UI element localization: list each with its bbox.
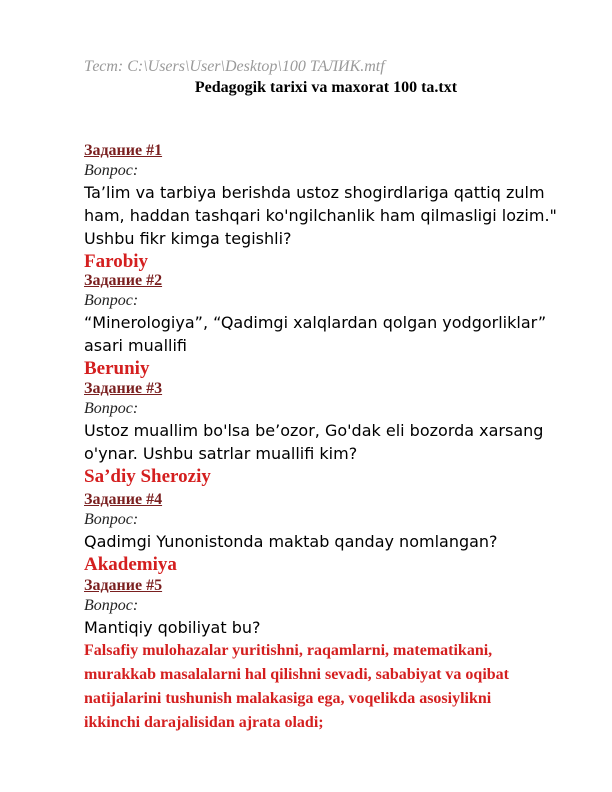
answer-line: murakkab masalalarni hal qilishni sevadi, sababiyat va oqibat [84, 666, 509, 683]
answer-line: Beruniy [84, 358, 150, 379]
task-block-5 [84, 576, 584, 735]
question-label: Вопрос: [84, 162, 139, 179]
question-line: Qadimgi Yunonistonda maktab qanday nomlangan? [84, 532, 498, 551]
task-label: Задание #1 [84, 142, 163, 159]
task-label: Задание #4 [84, 491, 163, 508]
question-label: Вопрос: [84, 597, 139, 614]
test-file-path: Тест: C:\Users\User\Desktop\100 ТАЛИК.mtf [84, 58, 385, 75]
question-label: Вопрос: [84, 400, 139, 417]
task-label: Задание #2 [84, 272, 163, 289]
task-label: Задание #3 [84, 380, 163, 397]
document-title: Pedagogik tarixi va maxorat 100 ta.txt [194, 79, 458, 96]
question-line: Ushbu fikr kimga tegishli? [84, 229, 292, 248]
answer-line: Akademiya [84, 554, 177, 575]
question-line: Ta’lim va tarbiya berishda ustoz shogirdlariga qattiq zulm [84, 183, 545, 202]
task-label: Задание #5 [84, 577, 163, 594]
answer-line: natijalarini tushunish malakasiga ega, voqelikda asosiylikni [84, 690, 492, 707]
question-line: o'ynar. Ushbu satrlar muallifi kim? [84, 444, 358, 463]
question-label: Вопрос: [84, 292, 139, 309]
question-line: Mantiqiy qobiliyat bu? [84, 618, 261, 637]
question-line: “Minerologiya”, “Qadimgi xalqlardan qolgan yodgorliklar” [84, 313, 547, 332]
question-label: Вопрос: [84, 511, 139, 528]
task-block-4 [84, 490, 584, 577]
question-line: ham, haddan tashqari ko'ngilchanlik ham qilmasligi lozim." [84, 206, 557, 225]
task-block-2 [84, 271, 584, 381]
answer-line: ikkinchi darajalisidan ajrata oladi; [84, 714, 324, 731]
answer-line: Sa’diy Sheroziy [84, 466, 211, 487]
answer-line: Farobiy [84, 251, 149, 272]
task-block-1 [84, 141, 584, 274]
task-block-3 [84, 379, 584, 489]
question-line: asari muallifi [84, 336, 187, 355]
question-line: Ustoz muallim bo'lsa be’ozor, Go'dak eli bozorda xarsang [84, 421, 544, 440]
answer-line: Falsafiy mulohazalar yuritishni, raqamlarni, matematikani, [84, 642, 493, 659]
